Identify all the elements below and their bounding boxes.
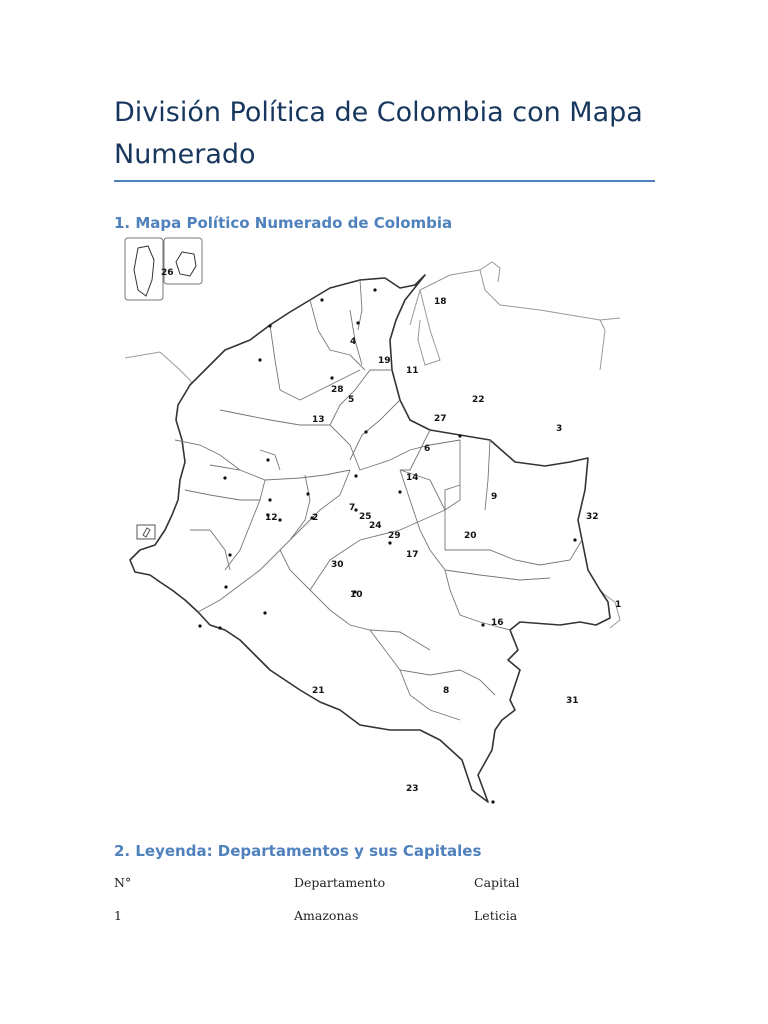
title-divider	[114, 180, 655, 182]
map-label-2: 2	[312, 513, 319, 523]
map-label-32: 32	[586, 512, 599, 522]
colombia-map	[100, 230, 640, 810]
page-title: División Política de Colombia con Mapa Numerado	[114, 97, 643, 170]
map-label-3: 3	[556, 424, 563, 434]
map-label-16: 16	[491, 618, 504, 628]
map-label-31: 31	[566, 696, 579, 706]
map-label-13: 13	[312, 415, 325, 425]
map-label-20: 20	[464, 531, 477, 541]
map-label-5: 5	[348, 395, 355, 405]
map-label-1: 1	[615, 600, 622, 610]
legend-header-row	[114, 866, 594, 899]
row-department: Amazonas	[294, 908, 359, 923]
header-department: Departamento	[294, 875, 386, 890]
map-label-14: 14	[406, 473, 419, 483]
map-label-19: 19	[378, 356, 391, 366]
map-label-11: 11	[406, 366, 419, 376]
country-outline	[130, 275, 610, 802]
map-label-18: 18	[434, 297, 447, 307]
map-label-26: 26	[161, 268, 174, 278]
map-label-22: 22	[472, 395, 485, 405]
map-label-23: 23	[406, 784, 419, 794]
map-label-21: 21	[312, 686, 325, 696]
map-label-6: 6	[424, 444, 431, 454]
map-label-8: 8	[443, 686, 450, 696]
legend-section-heading: 2. Leyenda: Departamentos y sus Capitales	[114, 842, 482, 860]
table-row	[114, 899, 594, 932]
row-capital: Leticia	[474, 908, 518, 923]
header-number: N°	[114, 875, 132, 890]
map-section-heading: 1. Mapa Político Numerado de Colombia	[114, 214, 453, 232]
map-label-27: 27	[434, 414, 447, 424]
legend-table	[114, 866, 594, 932]
map-label-17: 17	[406, 550, 419, 560]
map-label-30: 30	[331, 560, 344, 570]
map-label-24: 24	[369, 521, 382, 531]
map-svg	[100, 230, 640, 810]
map-label-29: 29	[388, 531, 401, 541]
map-label-12: 12	[265, 513, 278, 523]
header-capital: Capital	[474, 875, 520, 890]
map-label-4: 4	[350, 337, 357, 347]
map-label-7: 7	[349, 503, 356, 513]
map-label-28: 28	[331, 385, 344, 395]
map-label-10: 10	[350, 590, 363, 600]
map-label-25: 25	[359, 512, 372, 522]
row-number: 1	[114, 908, 122, 923]
island-inset-san-andres	[125, 238, 163, 300]
map-label-9: 9	[491, 492, 498, 502]
malpelo-island-box	[137, 525, 155, 539]
